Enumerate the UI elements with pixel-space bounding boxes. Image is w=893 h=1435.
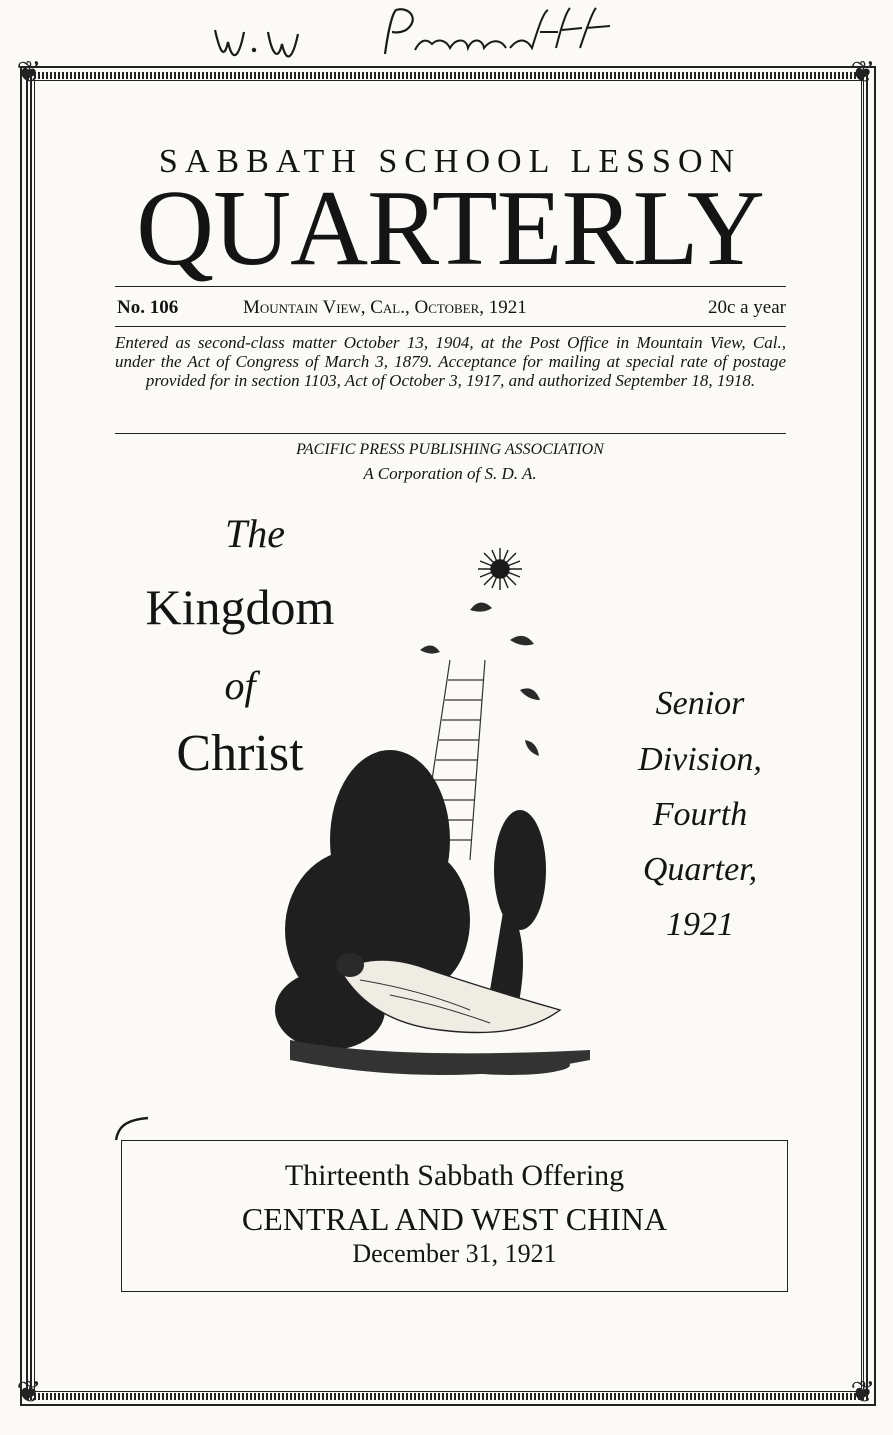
division-line: Quarter, [642, 851, 758, 888]
offering-box [121, 1140, 788, 1292]
lesson-title-word: Christ [176, 725, 304, 782]
offering-heading: Thirteenth Sabbath Offering [284, 1159, 625, 1192]
divider [115, 326, 786, 327]
corner-ornament-icon: ❦ [16, 1376, 42, 1409]
division-line: Fourth [652, 796, 748, 833]
division-line: 1921 [666, 906, 734, 943]
issue-price: 20c a year [707, 297, 786, 318]
issue-place-date: Mountain View, Cal., October, 1921 [243, 297, 527, 318]
corner-ornament-icon: ❦ [850, 1376, 876, 1409]
divider [115, 286, 786, 287]
division-line: Senior [655, 685, 745, 722]
jacobs-ladder-illustration [270, 540, 610, 1090]
offering-date: December 31, 1921 [352, 1239, 557, 1268]
lesson-title-word: The [225, 511, 285, 556]
issue-number: No. 106 [117, 297, 179, 318]
postal-entry-notice: Entered as second-class matter October 13, 1904, at the Post Office in Mountain View, Cal., under the Act of Congress of March 3, 1879. Acceptance for mailing at special rate of postage provided for in section 1103, Act of October 3, 1917, and authorized September 18, 1918. [115, 333, 786, 390]
issue-line [115, 294, 786, 322]
masthead-title: QUARTERLY [136, 169, 764, 288]
pen-mark [112, 1112, 152, 1142]
offering-field: CENTRAL AND WEST CHINA [241, 1201, 668, 1237]
masthead-overline: SABBATH SCHOOL LESSON [158, 143, 742, 180]
division-line: Division, [638, 741, 762, 778]
publisher-name: PACIFIC PRESS PUBLISHING ASSOCIATION [296, 441, 604, 458]
publisher-block [100, 438, 800, 486]
lesson-title-word: Kingdom [145, 579, 335, 635]
handwritten-signature [210, 2, 670, 72]
lesson-title-word: of [224, 663, 256, 708]
publisher-corporation: A Corporation of S. D. A. [363, 464, 537, 483]
corner-ornament-icon: ❦ [16, 56, 42, 89]
corner-ornament-icon: ❦ [850, 56, 876, 89]
sunburst-icon [478, 548, 522, 590]
divider [115, 433, 786, 434]
